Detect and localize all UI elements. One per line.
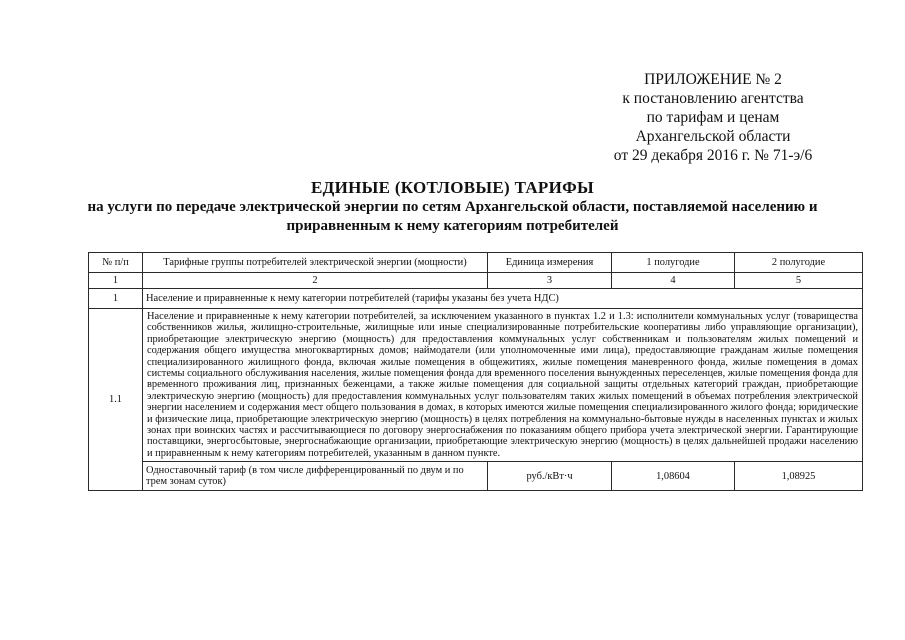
header-num: № п/п — [89, 253, 143, 273]
tariff-table — [88, 252, 863, 491]
table-row — [89, 309, 863, 462]
row-num: 1.1 — [89, 309, 143, 491]
tariff-value-half-1: 1,08604 — [612, 462, 735, 491]
tariff-value-half-2: 1,08925 — [735, 462, 863, 491]
tariff-unit: руб./кВт·ч — [488, 462, 612, 491]
column-number: 3 — [488, 273, 612, 289]
document-title: ЕДИНЫЕ (КОТЛОВЫЕ) ТАРИФЫ — [310, 178, 595, 197]
tariff-row — [89, 462, 863, 491]
appendix-title: ПРИЛОЖЕНИЕ № 2 — [644, 71, 782, 88]
column-number: 1 — [89, 273, 143, 289]
appendix-block — [583, 70, 843, 165]
column-number: 5 — [735, 273, 863, 289]
header-half-2: 2 полугодие — [735, 253, 863, 273]
column-number: 2 — [143, 273, 488, 289]
table-header-row — [89, 253, 863, 273]
appendix-line: к постановлению агентства — [622, 90, 804, 107]
row-description: Население и приравненные к нему категории потребителей, за исключением указанного в пунктах 1.2 и 1.3: исполнители коммунальных услуг (товарищества собственников жилья, жилищно-строительные, жилищные или иные специализированные потребительские кооперативы либо управляющие организации), приобретающие электрическую энергию (мощность) для предоставления коммунальных услуг собственникам и пользователям жилых помещений и содержания общего имущества многоквартирных домов; наймодатели (или уполномоченные ими лица), предоставляющие гражданам жилые помещения специализированного жилищного фонда, включая жилые помещения в общежитиях, жилые помещения маневренного фонда, жилые помещения в домах системы социального обслуживания населения, жилые помещения фонда для временного поселения вынужденных переселенцев, жилые помещения фонда для временного проживания лиц, признанных беженцами, а также жилые помещения для социальной защиты отдельных категорий граждан, приобретающие электрическую энергию (мощность) для предоставления коммунальных услуг пользователям таких жилых помещений в объемах потребления электрической энергии населением и содержания мест общего пользования в домах, в которых имеются жилые помещения специализированного жилого фонда; юридические и физические лица, приобретающие электрическую энергию (мощность) в целях потребления на коммунально-бытовые нужды в населенных пунктах и жилых зонах при воинских частях и рассчитывающиеся по договору энергоснабжения по показаниям общего прибора учета электрической энергии. Гарантирующие поставщики, энергосбытовые, энергоснабжающие организации, приобретающие электрическую энергию (мощность) в целях дальнейшей продажи населению и приравненным к нему категориям потребителей, указанным в данном пункте. — [143, 309, 863, 462]
section-num: 1 — [89, 289, 143, 309]
column-number-row — [89, 273, 863, 289]
column-number: 4 — [612, 273, 735, 289]
header-group: Тарифные группы потребителей электрической энергии (мощности) — [143, 253, 488, 273]
document-subtitle — [80, 198, 825, 236]
tariff-label: Одноставочный тариф (в том числе дифференцированный по двум и по трем зонам суток) — [143, 462, 488, 491]
appendix-line: Архангельской области — [635, 128, 791, 145]
header-unit: Единица измерения — [488, 253, 612, 273]
section-row — [89, 289, 863, 309]
appendix-date: от 29 декабря 2016 г. № 71-э/6 — [613, 147, 813, 164]
section-title: Население и приравненные к нему категории потребителей (тарифы указаны без учета НДС) — [143, 289, 863, 309]
subtitle-line: приравненным к нему категориям потребителей — [286, 218, 619, 234]
subtitle-line: на услуги по передаче электрической энергии по сетям Архангельской области, поставляемой населению и — [87, 199, 818, 215]
appendix-line: по тарифам и ценам — [646, 109, 780, 126]
header-half-1: 1 полугодие — [612, 253, 735, 273]
